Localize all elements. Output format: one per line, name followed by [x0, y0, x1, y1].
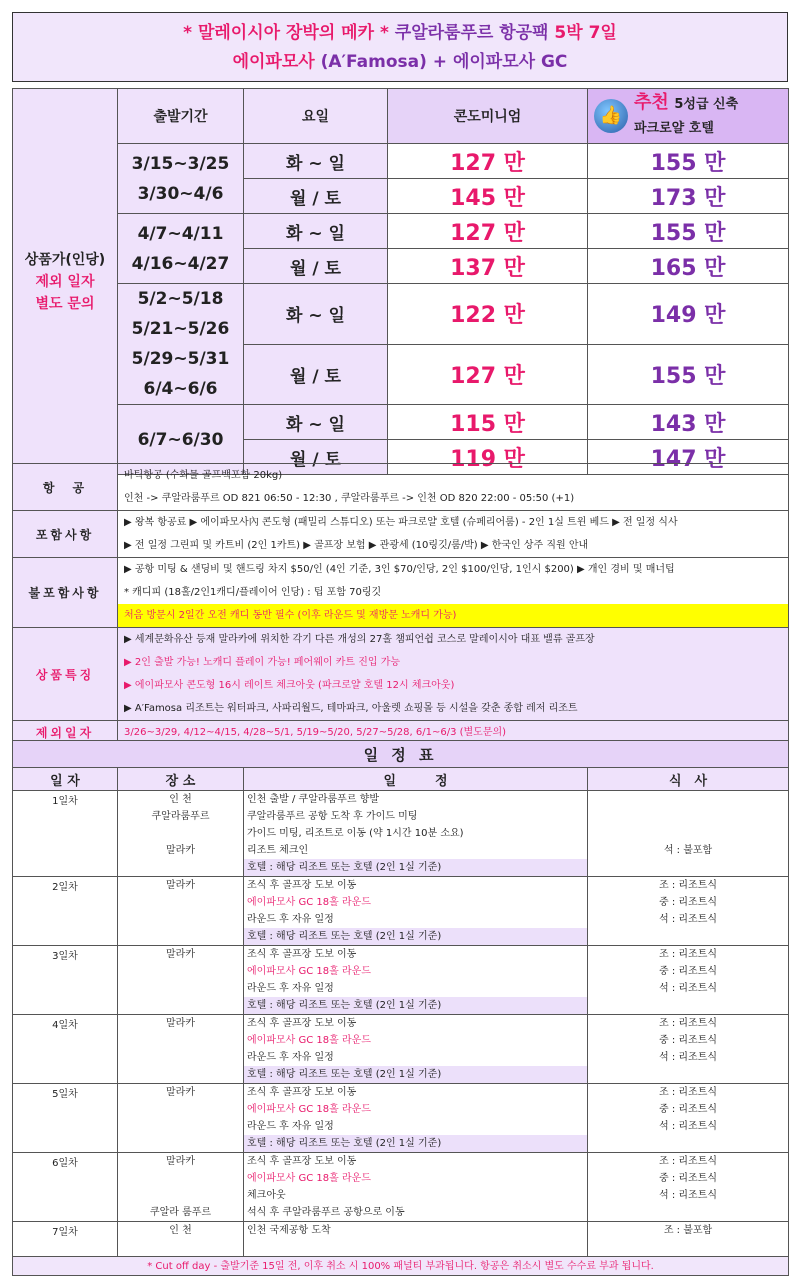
day-number: 1일차: [13, 791, 118, 877]
itinerary-item: 체크아웃: [247, 1190, 286, 1201]
itinerary-item: 라운드 후 자유 일정: [247, 1121, 334, 1132]
info-line: 인천 -> 쿠알라룸푸르 OD 821 06:50 - 12:30 , 쿠알라룸푸르 -> 인천 OD 820 22:00 - 05:50 (+1): [124, 493, 575, 504]
price-table: [12, 88, 789, 475]
place: 말라카: [166, 1018, 195, 1029]
meal: 석 : 리조트식: [659, 1052, 718, 1063]
departure-period: [118, 214, 244, 284]
day-number: 3일차: [13, 946, 118, 1015]
itinerary-item: 가이드 미팅, 리조트로 이동 (약 1시간 10분 소요): [247, 828, 464, 839]
weekday: 월 / 토: [244, 440, 388, 475]
itinerary-item: 조식 후 골프장 도보 이동: [247, 1087, 357, 1098]
itinerary-item: 호텔 : 해당 리조트 또는 호텔 (2인 1실 기준): [244, 928, 587, 945]
weekday: 월 / 토: [244, 249, 388, 284]
info-line: ▶ 에이파모사 콘도형 16시 레이트 체크아웃 (파크로얄 호텔 12시 체크아웃): [124, 680, 455, 691]
info-row-air: [13, 464, 789, 511]
col-meal: 식 사: [588, 768, 789, 791]
info-line: ▶ 왕복 항공료 ▶ 에이파모사內 콘도형 (패밀리 스튜디오) 또는 파크로얄 호텔 (슈페리어룸) - 2인 1실 트윈 베드 ▶ 전 일정 식사: [124, 517, 678, 528]
schedule-day-row: [13, 1153, 789, 1222]
place: 말라카: [166, 880, 195, 891]
thumbs-up-icon: 👍: [594, 99, 628, 133]
meal: 석 : 불포함: [663, 845, 713, 856]
price-header-row: [13, 89, 789, 144]
itinerary-item: 호텔 : 해당 리조트 또는 호텔 (2인 1실 기준): [244, 1135, 587, 1152]
itinerary-item: 에이파모사 GC 18홀 라운드: [247, 1035, 371, 1046]
price-row: [13, 405, 789, 440]
period-range: 6/7~6/30: [137, 429, 224, 450]
caddie-notice: 처음 방문시 2일간 오전 캐디 동반 필수 (이후 라운드 및 재방문 노캐디 가능): [118, 604, 788, 627]
meal: [588, 1135, 788, 1152]
meal-cell: [588, 1015, 789, 1084]
period-range: 3/15~3/25: [131, 153, 230, 174]
schedule-table: [12, 740, 789, 1276]
meal-cell: [588, 1153, 789, 1222]
info-label: 상품특징: [13, 628, 118, 721]
period-range: 4/16~4/27: [131, 253, 230, 274]
day-number: 2일차: [13, 877, 118, 946]
place: 쿠알라룸푸르: [151, 811, 210, 822]
period-range: 4/7~4/11: [137, 223, 224, 244]
meal: 조 : 불포함: [663, 1225, 713, 1236]
day-number: 7일차: [13, 1222, 118, 1257]
place: [118, 1135, 243, 1152]
place-cell: [118, 1015, 244, 1084]
itinerary-item: 쿠알라룸푸르 공항 도착 후 가이드 미팅: [247, 811, 418, 822]
col-day: 일 자: [13, 768, 118, 791]
weekday: 월 / 토: [244, 179, 388, 214]
side-label-price: 상품가(인당): [24, 251, 106, 268]
place: 말라카: [166, 949, 195, 960]
header-hotel: [588, 89, 789, 144]
period-range: 3/30~4/6: [137, 183, 224, 204]
info-line: * 캐디피 (18홀/2인1캐디/플레이어 인당) : 팁 포함 70링깃: [124, 587, 382, 598]
price-row: [13, 214, 789, 249]
itinerary-item: 에이파모사 GC 18홀 라운드: [247, 966, 371, 977]
itinerary-item: 라운드 후 자유 일정: [247, 914, 334, 925]
side-label-exclude: 제외 일자: [35, 273, 95, 290]
period-range: 5/21~5/26: [131, 319, 230, 339]
meal: 조 : 리조트식: [659, 1087, 718, 1098]
blackout-dates: 3/26~3/29, 4/12~4/15, 4/28~5/1, 5/19~5/20, 5/27~5/28, 6/1~6/3 (별도문의): [124, 727, 507, 738]
period-range: 5/2~5/18: [137, 289, 224, 309]
info-row-included: [13, 511, 789, 558]
place: [118, 1032, 243, 1049]
schedule-day-row: [13, 791, 789, 877]
place: [118, 1066, 243, 1083]
title-duration: 5박 7일: [554, 23, 617, 43]
meal: 석 : 리조트식: [659, 1121, 718, 1132]
condo-price: 145 만: [388, 179, 588, 214]
itinerary-item: 석식 후 쿠알라룸푸르 공항으로 이동: [247, 1207, 405, 1218]
info-line: ▶ 전 일정 그린피 및 카트비 (2인 1카트) ▶ 골프장 보험 ▶ 관광세 (10링깃/룸/박) ▶ 한국인 상주 직원 안내: [124, 540, 589, 551]
info-label: 포함사항: [13, 511, 118, 558]
info-label: 항 공: [13, 464, 118, 511]
condo-price: 127 만: [388, 214, 588, 249]
meal: [588, 1066, 788, 1083]
meal: 중 : 리조트식: [659, 1104, 718, 1115]
condo-price: 127 만: [388, 144, 588, 179]
info-line: ▶ 공항 미팅 & 샌딩비 및 핸드링 차지 $50/인 (4인 기준, 3인 $70/인당, 2인 $100/인당, 1인시 $200) ▶ 개인 경비 및 매너팁: [124, 564, 675, 575]
place: [118, 1049, 243, 1066]
hotel-price: 155 만: [588, 344, 789, 405]
meal-cell: [588, 946, 789, 1015]
hotel-grade: 5성급 신축: [674, 97, 739, 112]
schedule-day-row: [13, 946, 789, 1015]
header-condo: 콘도미니엄: [388, 89, 588, 144]
info-line: ▶ 세계문화유산 등재 말라카에 위치한 각기 다른 개성의 27홀 챔피언쉽 코스로 말레이시아 대표 밸류 골프장: [124, 634, 595, 645]
place: [118, 997, 243, 1014]
itinerary-item: 에이파모사 GC 18홀 라운드: [247, 1104, 371, 1115]
meal: 중 : 리조트식: [659, 966, 718, 977]
day-number: 4일차: [13, 1015, 118, 1084]
meal: 석 : 리조트식: [659, 1190, 718, 1201]
departure-period: [118, 144, 244, 214]
itinerary-item: 조식 후 골프장 도보 이동: [247, 1156, 357, 1167]
period-range: 6/4~6/6: [143, 379, 218, 399]
place: [118, 928, 243, 945]
meal: 석 : 리조트식: [659, 914, 718, 925]
place: [118, 980, 243, 997]
schedule-title: 일 정 표: [13, 741, 789, 768]
place: 인 천: [169, 794, 192, 805]
place: [118, 1170, 243, 1187]
place: 쿠알라 룸푸르: [149, 1207, 212, 1218]
schedule-day-row: [13, 1222, 789, 1257]
meal: [588, 928, 788, 945]
hotel-price: 155 만: [588, 214, 789, 249]
itinerary-cell: [244, 877, 588, 946]
recommend-label: 추천: [634, 92, 669, 113]
itinerary-item: 에이파모사 GC 18홀 라운드: [247, 897, 371, 908]
weekday: 화 ~ 일: [244, 144, 388, 179]
hotel-price: 155 만: [588, 144, 789, 179]
place: 말라카: [166, 1156, 195, 1167]
title-resort: 에이파모사: [232, 52, 315, 72]
itinerary-cell: [244, 1015, 588, 1084]
hotel-header-line1: [634, 91, 738, 117]
weekday: 화 ~ 일: [244, 405, 388, 440]
meal: 조 : 리조트식: [659, 949, 718, 960]
col-place: 장 소: [118, 768, 244, 791]
meal-cell: [588, 791, 789, 877]
place: [118, 963, 243, 980]
schedule-day-row: [13, 1084, 789, 1153]
place-cell: [118, 1084, 244, 1153]
condo-price: 137 만: [388, 249, 588, 284]
hotel-price: 149 만: [588, 284, 789, 345]
itinerary-item: 호텔 : 해당 리조트 또는 호텔 (2인 1실 기준): [244, 997, 587, 1014]
itinerary-cell: [244, 1084, 588, 1153]
meal: [588, 791, 788, 808]
hotel-price: 143 만: [588, 405, 789, 440]
meal: [588, 825, 788, 842]
itinerary-item: 조식 후 골프장 도보 이동: [247, 880, 357, 891]
info-row-features: [13, 628, 789, 721]
itinerary-item: 호텔 : 해당 리조트 또는 호텔 (2인 1실 기준): [244, 859, 587, 876]
itinerary-item: 조식 후 골프장 도보 이동: [247, 1018, 357, 1029]
period-range: 5/29~5/31: [131, 349, 230, 369]
info-table: [12, 463, 789, 745]
itinerary-item: 라운드 후 자유 일정: [247, 983, 334, 994]
itinerary-item: [244, 1239, 587, 1256]
price-row: [13, 144, 789, 179]
itinerary-item: 에이파모사 GC 18홀 라운드: [247, 1173, 371, 1184]
meal: [588, 997, 788, 1014]
cancellation-notice: * Cut off day - 출발기준 15일 전, 이후 취소 시 100% 패널티 부과됩니다. 항공은 취소시 별도 수수료 부과 됩니다.: [13, 1257, 789, 1276]
place: 인 천: [169, 1225, 192, 1236]
condo-price: 115 만: [388, 405, 588, 440]
weekday: 화 ~ 일: [244, 214, 388, 249]
weekday: 월 / 토: [244, 344, 388, 405]
itinerary-cell: [244, 946, 588, 1015]
departure-period: [118, 284, 244, 405]
title-resort-en: (A′Famosa) +: [320, 52, 448, 72]
header-period: 출발기간: [118, 89, 244, 144]
meal: [588, 808, 788, 825]
place: [118, 1187, 243, 1204]
info-line: 바틱항공 (수화물 골프백포함 20kg): [124, 470, 283, 481]
place: [118, 1239, 243, 1256]
place-cell: [118, 1222, 244, 1257]
itinerary-item: 호텔 : 해당 리조트 또는 호텔 (2인 1실 기준): [244, 1066, 587, 1083]
condo-price: 119 만: [388, 440, 588, 475]
itinerary-item: 조식 후 골프장 도보 이동: [247, 949, 357, 960]
schedule-day-row: [13, 1015, 789, 1084]
day-number: 6일차: [13, 1153, 118, 1222]
condo-price: 127 만: [388, 344, 588, 405]
meal: 중 : 리조트식: [659, 897, 718, 908]
header-day: 요일: [244, 89, 388, 144]
meal: 조 : 리조트식: [659, 1018, 718, 1029]
info-line: ▶ 2인 출발 가능! 노캐디 플레이 가능! 페어웨이 카트 진입 가능: [124, 657, 401, 668]
place: [118, 1101, 243, 1118]
title-slogan: * 말레이시아 장박의 메카 *: [183, 23, 389, 43]
hotel-header-text: [634, 91, 738, 141]
itinerary-item: 인천 출발 / 쿠알라룸푸르 향발: [247, 794, 380, 805]
condo-price: 122 만: [388, 284, 588, 345]
place: [118, 911, 243, 928]
side-label-inquiry: 별도 문의: [35, 295, 95, 312]
meal: [588, 1239, 788, 1256]
place: [118, 859, 243, 876]
place: [118, 894, 243, 911]
weekday: 화 ~ 일: [244, 284, 388, 345]
info-line: ▶ A′Famosa 리조트는 워터파크, 사파리월드, 테마파크, 아울렛 쇼핑몰 등 시설을 갖춘 종합 레저 리조트: [124, 703, 578, 714]
itinerary-cell: [244, 1153, 588, 1222]
itinerary-item: 리조트 체크인: [247, 845, 309, 856]
itinerary-item: 인천 국제공항 도착: [247, 1225, 331, 1236]
place: [118, 825, 243, 842]
col-itinerary: 일 정: [244, 768, 588, 791]
schedule-day-row: [13, 877, 789, 946]
info-label: 불포함사항: [13, 558, 118, 628]
meal: 석 : 리조트식: [659, 983, 718, 994]
hotel-name: 파크로얄 호텔: [634, 121, 714, 136]
info-row-excluded: [13, 558, 789, 628]
itinerary-cell: [244, 791, 588, 877]
place-cell: [118, 1153, 244, 1222]
info-label: 제외일자: [13, 721, 118, 745]
meal: 조 : 리조트식: [659, 1156, 718, 1167]
meal: 중 : 리조트식: [659, 1035, 718, 1046]
hotel-price: 173 만: [588, 179, 789, 214]
meal-cell: [588, 1084, 789, 1153]
title-gc: 에이파모사 GC: [452, 52, 568, 72]
page-title: [12, 12, 788, 82]
itinerary-item: 라운드 후 자유 일정: [247, 1052, 334, 1063]
place: [118, 1118, 243, 1135]
place-cell: [118, 877, 244, 946]
meal-cell: [588, 877, 789, 946]
price-side-label: [13, 89, 118, 475]
meal: [588, 1204, 788, 1221]
meal: [588, 859, 788, 876]
price-row: [13, 284, 789, 345]
itinerary-cell: [244, 1222, 588, 1257]
meal: 중 : 리조트식: [659, 1173, 718, 1184]
place: 말라카: [166, 1087, 195, 1098]
meal: 조 : 리조트식: [659, 880, 718, 891]
title-package: 쿠알라룸푸르 항공팩: [394, 23, 549, 43]
meal-cell: [588, 1222, 789, 1257]
hotel-price: 147 만: [588, 440, 789, 475]
place-cell: [118, 791, 244, 877]
day-number: 5일차: [13, 1084, 118, 1153]
place-cell: [118, 946, 244, 1015]
place: 말라카: [166, 845, 195, 856]
hotel-price: 165 만: [588, 249, 789, 284]
